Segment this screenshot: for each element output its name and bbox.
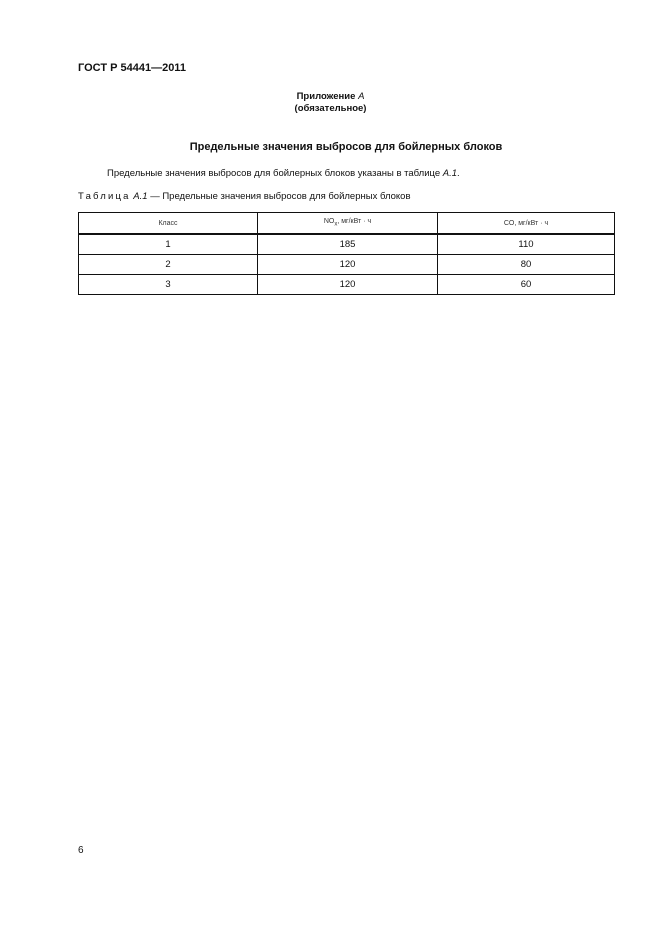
appendix-letter: А: [358, 91, 365, 102]
header-nox-unit: , мг/кВт · ч: [337, 218, 372, 226]
intro-end: .: [457, 168, 460, 179]
header-co: CO, мг/кВт · ч: [438, 213, 615, 235]
table-row: [79, 255, 615, 275]
table-caption-word: Таблица: [78, 191, 131, 202]
table-caption-text: — Предельные значения выбросов для бойлерных блоков: [147, 191, 411, 202]
cell-class: 2: [79, 255, 258, 275]
table-reference: А.1: [442, 168, 458, 179]
cell-nox: 120: [258, 275, 438, 295]
table-caption: [78, 191, 411, 202]
cell-nox: 120: [258, 255, 438, 275]
header-nox-sub: x: [334, 221, 338, 228]
cell-nox: 185: [258, 234, 438, 255]
cell-co: 60: [438, 275, 615, 295]
table-row: [79, 275, 615, 295]
appendix-label: Приложение: [296, 91, 356, 102]
intro-text: Предельные значения выбросов для бойлерных блоков указаны в таблице: [107, 168, 443, 179]
header-nox-prefix: NO: [323, 218, 335, 226]
appendix-heading: [0, 91, 661, 115]
cell-class: 1: [79, 234, 258, 255]
appendix-status: (обязательное): [294, 103, 367, 114]
table-row: [79, 234, 615, 255]
page-number: 6: [78, 845, 84, 856]
appendix-label-line: [0, 91, 661, 103]
section-title: Предельные значения выбросов для бойлерных блоков: [189, 141, 503, 153]
emission-limits-table: [78, 212, 615, 295]
cell-co: 80: [438, 255, 615, 275]
document-code: ГОСТ Р 54441—2011: [78, 62, 186, 74]
table-header-row: [79, 213, 615, 235]
table-caption-number: А.1: [133, 191, 148, 202]
header-class: Класс: [79, 213, 258, 235]
cell-co: 110: [438, 234, 615, 255]
header-nox: [258, 213, 438, 235]
cell-class: 3: [79, 275, 258, 295]
intro-paragraph: [107, 168, 460, 179]
